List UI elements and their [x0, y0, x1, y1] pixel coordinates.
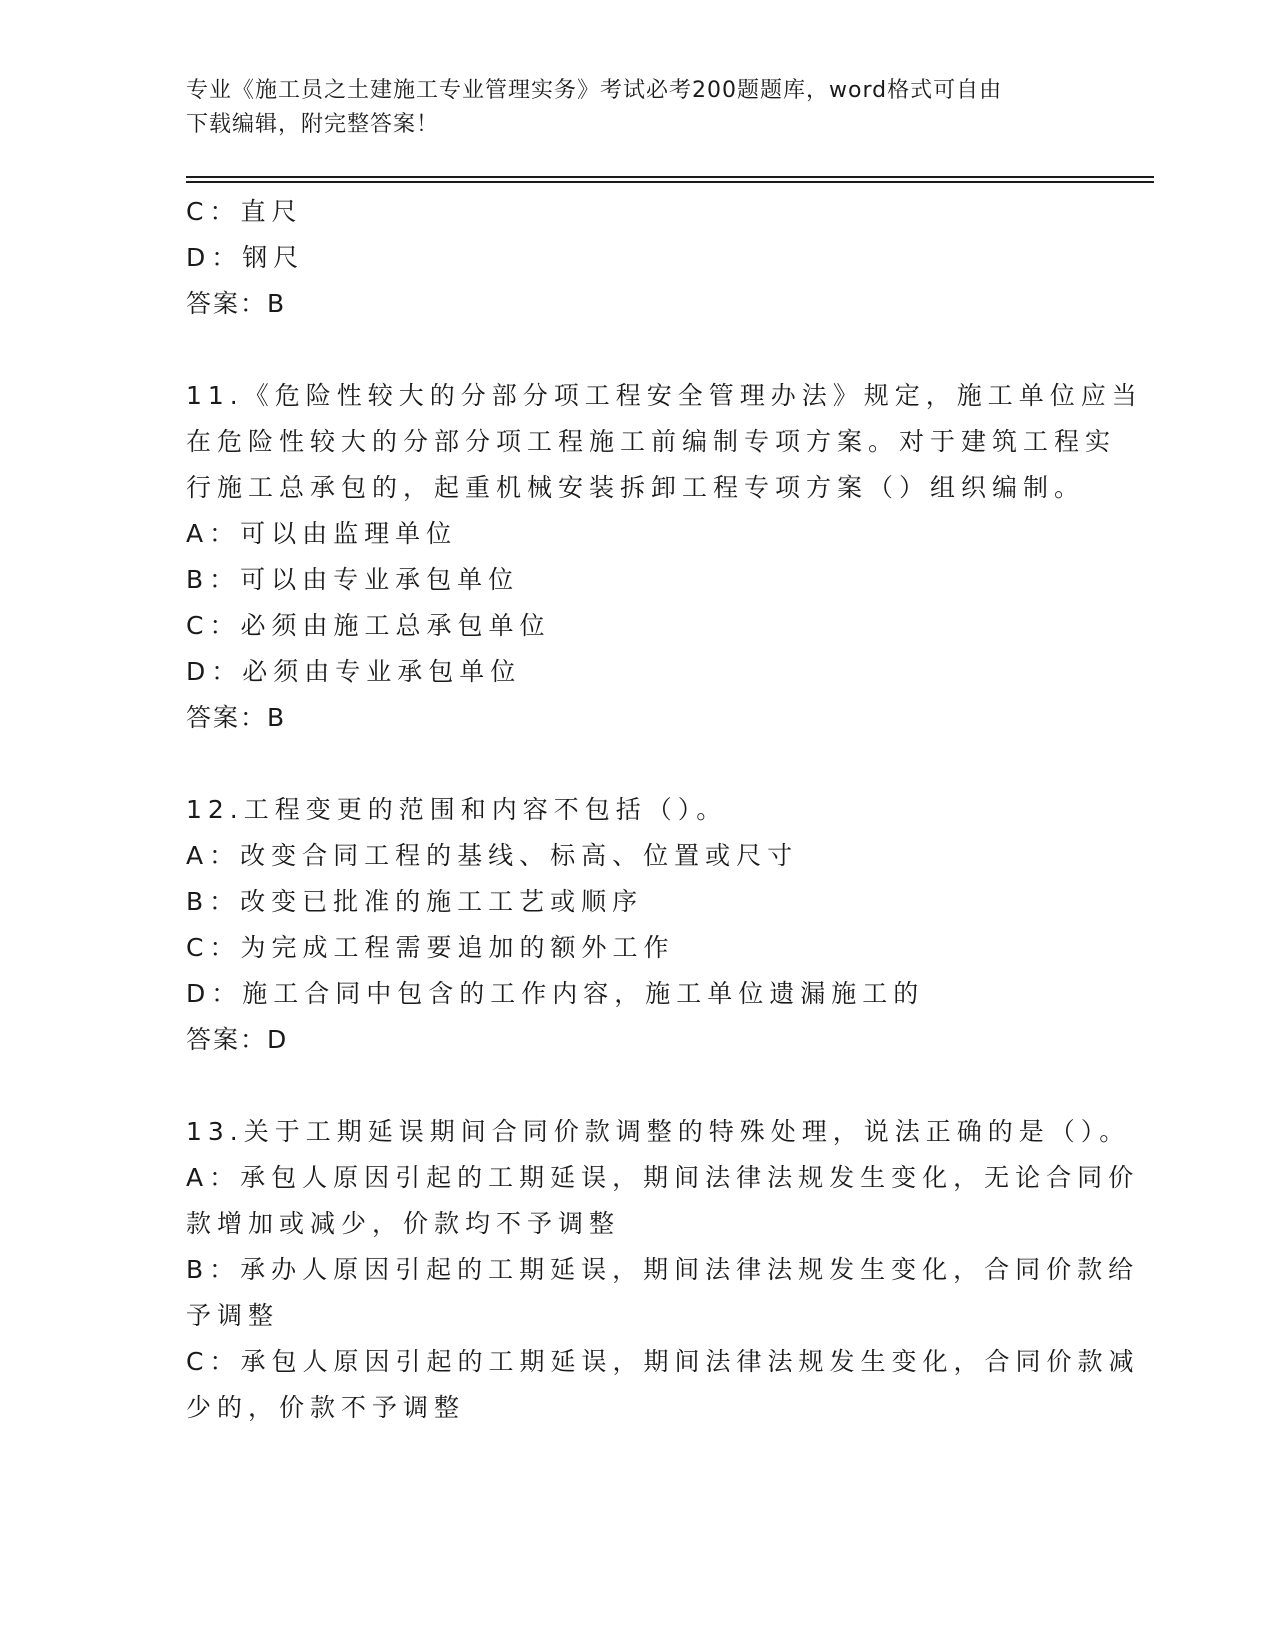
answer: 答案：B — [186, 289, 287, 318]
answer: 答案：D — [186, 1025, 289, 1054]
question-13 — [186, 1109, 1140, 1431]
question-11 — [186, 373, 1143, 741]
question-12 — [186, 787, 1086, 1063]
question-text: 13.关于工期延误期间合同价款调整的特殊处理，说法正确的是（）。 — [186, 1117, 1131, 1146]
answer: 答案：B — [186, 703, 287, 732]
spacer — [186, 1063, 1086, 1109]
option-d: D：钢尺 — [186, 243, 305, 272]
spacer — [186, 741, 1086, 787]
header-divider-top — [186, 176, 1154, 178]
spacer — [186, 327, 1086, 373]
document-header — [186, 74, 1086, 142]
question-text: 11.《危险性较大的分部分项工程安全管理办法》规定，施工单位应当 — [186, 381, 1143, 410]
header-divider-bottom — [186, 181, 1154, 183]
option-b: B：可以由专业承包单位 — [186, 565, 520, 594]
option-c: C：为完成工程需要追加的额外工作 — [186, 933, 675, 962]
option-d: D：必须由专业承包单位 — [186, 657, 522, 686]
option-b-continued: 予调整 — [186, 1301, 280, 1330]
question-text: 在危险性较大的分部分项工程施工前编制专项方案。对于建筑工程实 — [186, 427, 1117, 456]
option-c: C：承包人原因引起的工期延误，期间法律法规发生变化，合同价款减 — [186, 1347, 1140, 1376]
option-b: B：改变已批准的施工工艺或顺序 — [186, 887, 644, 916]
option-a-continued: 款增加或减少，价款均不予调整 — [186, 1209, 621, 1238]
option-b: B：承办人原因引起的工期延误，期间法律法规发生变化，合同价款给 — [186, 1255, 1140, 1284]
option-c: C：必须由施工总承包单位 — [186, 611, 551, 640]
question-content — [186, 189, 1143, 1431]
option-a: A：改变合同工程的基线、标高、位置或尺寸 — [186, 841, 799, 870]
option-d: D：施工合同中包含的工作内容，施工单位遗漏施工的 — [186, 979, 925, 1008]
question-text: 12.工程变更的范围和内容不包括（）。 — [186, 795, 728, 824]
option-a: A：承包人原因引起的工期延误，期间法律法规发生变化，无论合同价 — [186, 1163, 1140, 1192]
option-c: C：直尺 — [186, 197, 303, 226]
option-c-continued: 少的，价款不予调整 — [186, 1393, 466, 1422]
option-a: A：可以由监理单位 — [186, 519, 458, 548]
question-text: 行施工总承包的，起重机械安装拆卸工程专项方案（）组织编制。 — [186, 473, 1086, 502]
header-line-1: 专业《施工员之土建施工专业管理实务》考试必考200题题库，word格式可自由 — [186, 78, 1003, 103]
previous-question-tail — [186, 189, 1086, 327]
header-line-2: 下载编辑，附完整答案！ — [186, 112, 440, 137]
